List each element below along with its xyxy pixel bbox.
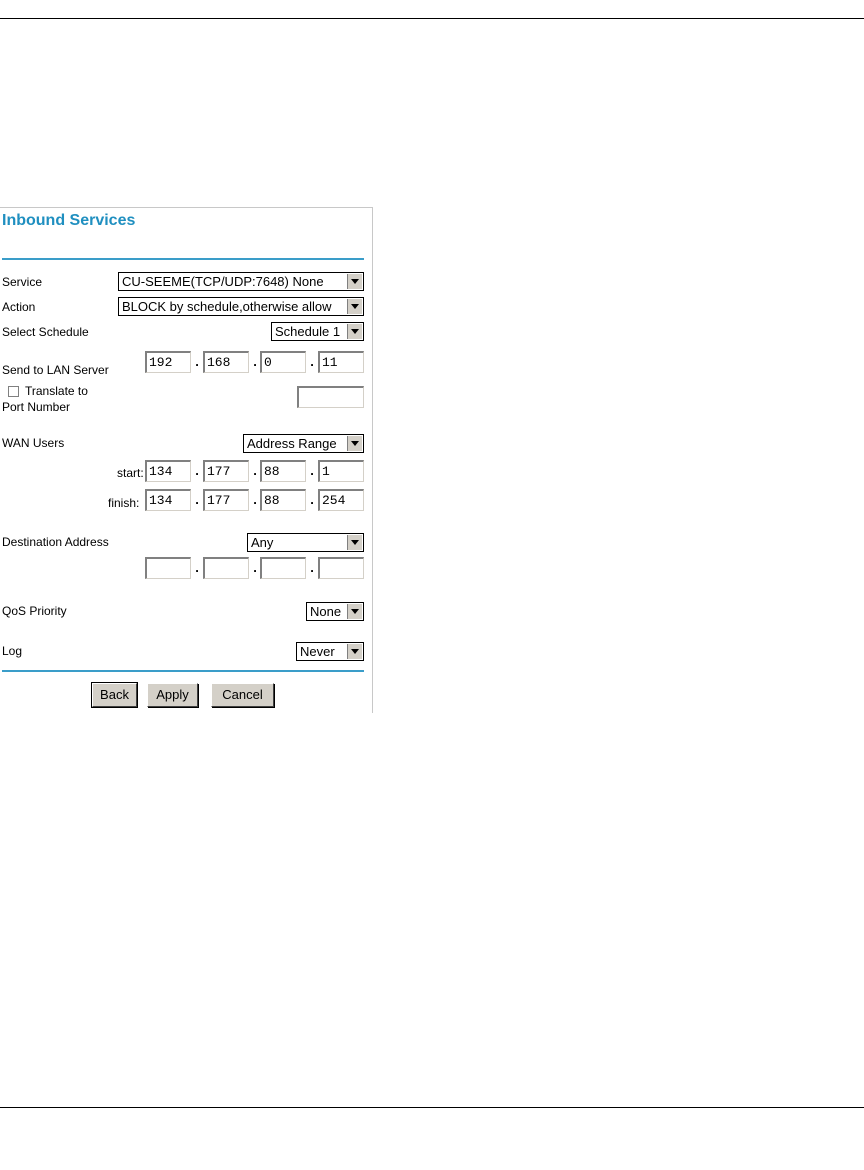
- action-label: Action: [2, 300, 36, 314]
- schedule-select[interactable]: [271, 322, 364, 341]
- chevron-down-icon: [347, 299, 362, 314]
- chevron-down-icon: [347, 436, 362, 451]
- lan-server-octet-3[interactable]: 0: [260, 351, 306, 373]
- ip-dot: .: [253, 463, 257, 478]
- lan-server-octet-1[interactable]: 192: [145, 351, 191, 373]
- wan-users-label: WAN Users: [2, 436, 65, 450]
- chevron-down-icon: [347, 274, 362, 289]
- destination-octet-2[interactable]: [203, 557, 249, 579]
- finish-label: finish:: [108, 496, 140, 510]
- log-value: Never: [300, 644, 335, 659]
- action-value: BLOCK by schedule,otherwise allow: [122, 299, 332, 314]
- finish-octet-1[interactable]: 134: [145, 489, 191, 511]
- service-value: CU-SEEME(TCP/UDP:7648) None: [122, 274, 324, 289]
- action-select[interactable]: [118, 297, 364, 316]
- page-title: Inbound Services: [2, 212, 136, 229]
- apply-button[interactable]: Apply: [147, 683, 198, 707]
- service-select[interactable]: [118, 272, 364, 291]
- destination-label: Destination Address: [2, 535, 109, 549]
- lan-server-octet-2[interactable]: 168: [203, 351, 249, 373]
- port-number-input[interactable]: [297, 386, 364, 408]
- chevron-down-icon: [347, 644, 362, 659]
- ip-dot: .: [310, 560, 314, 575]
- inbound-services-panel: [0, 207, 373, 713]
- ip-dot: .: [195, 354, 199, 369]
- wan-users-select[interactable]: [243, 434, 364, 453]
- ip-dot: .: [253, 354, 257, 369]
- schedule-value: Schedule 1: [275, 324, 341, 339]
- back-button[interactable]: Back: [92, 683, 137, 707]
- translate-checkbox[interactable]: [8, 386, 19, 397]
- page-header-rule: [0, 18, 864, 19]
- log-label: Log: [2, 644, 23, 658]
- chevron-down-icon: [347, 324, 362, 339]
- qos-select[interactable]: [306, 602, 364, 621]
- cancel-button[interactable]: Cancel: [211, 683, 274, 707]
- ip-dot: .: [310, 463, 314, 478]
- start-octet-2[interactable]: 177: [203, 460, 249, 482]
- destination-select[interactable]: [247, 533, 364, 552]
- ip-dot: .: [253, 560, 257, 575]
- service-label: Service: [2, 275, 43, 289]
- ip-dot: .: [310, 354, 314, 369]
- ip-dot: .: [195, 560, 199, 575]
- translate-label-line2: Port Number: [2, 400, 71, 414]
- ip-dot: .: [310, 492, 314, 507]
- ip-dot: .: [195, 463, 199, 478]
- wan-users-value: Address Range: [247, 436, 337, 451]
- start-octet-3[interactable]: 88: [260, 460, 306, 482]
- chevron-down-icon: [347, 535, 362, 550]
- ip-dot: .: [253, 492, 257, 507]
- qos-value: None: [310, 604, 342, 619]
- destination-value: Any: [251, 535, 274, 550]
- finish-octet-4[interactable]: 254: [318, 489, 364, 511]
- chevron-down-icon: [347, 604, 362, 619]
- destination-octet-3[interactable]: [260, 557, 306, 579]
- start-octet-1[interactable]: 134: [145, 460, 191, 482]
- log-select[interactable]: [296, 642, 364, 661]
- finish-octet-3[interactable]: 88: [260, 489, 306, 511]
- start-octet-4[interactable]: 1: [318, 460, 364, 482]
- bottom-divider: [2, 670, 364, 672]
- page-footer-rule: [0, 1107, 864, 1108]
- finish-octet-2[interactable]: 177: [203, 489, 249, 511]
- top-divider: [2, 258, 364, 260]
- qos-label: QoS Priority: [2, 604, 67, 618]
- translate-label-line1: Translate to: [25, 384, 88, 398]
- destination-octet-1[interactable]: [145, 557, 191, 579]
- lan-server-octet-4[interactable]: 11: [318, 351, 364, 373]
- start-label: start:: [117, 466, 144, 480]
- ip-dot: .: [195, 492, 199, 507]
- schedule-label: Select Schedule: [2, 325, 89, 339]
- destination-octet-4[interactable]: [318, 557, 364, 579]
- lan-server-label: Send to LAN Server: [2, 363, 109, 377]
